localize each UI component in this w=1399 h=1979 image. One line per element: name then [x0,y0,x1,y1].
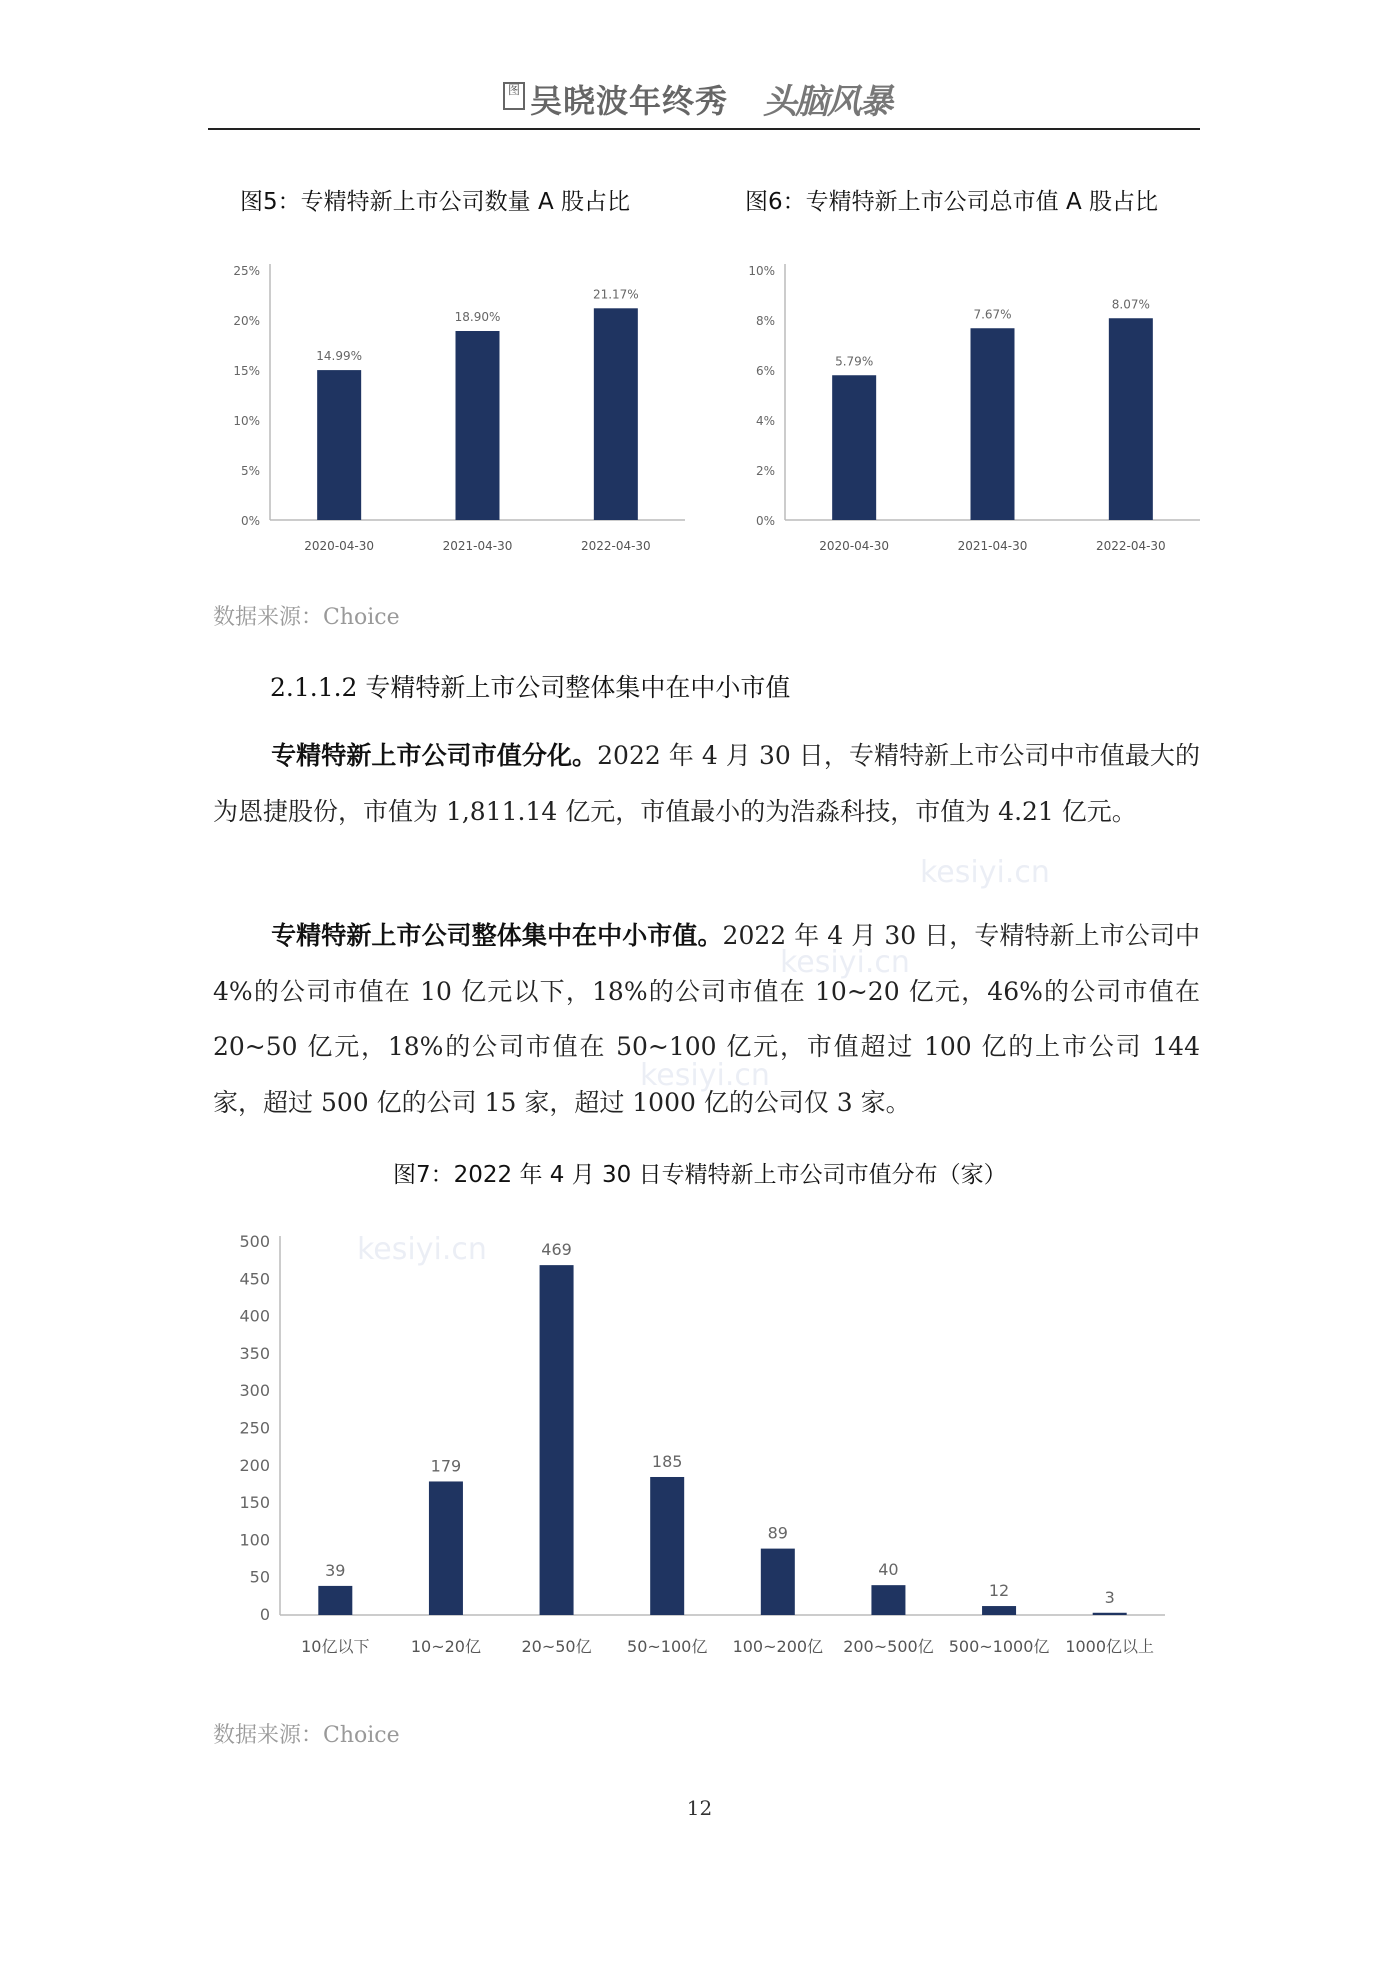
para1-text: 2022 年 4 月 30 日，专精特新上市公司中市值最大的为恩捷股份，市值为 1,811.14 亿元，市值最小的为浩淼科技，市值为 4.21 亿元。 [213,741,1200,826]
y-tick-label: 100 [239,1530,270,1550]
y-tick-label: 0% [240,514,260,528]
watermark: kesiyi.cn [640,1058,770,1093]
x-category-label: 2021-04-30 [957,539,1028,553]
data-label: 39 [325,1560,346,1580]
y-tick-label: 8% [755,314,775,328]
header-logo-icon: 图 [503,82,525,110]
fig7-chart [210,1230,1185,1670]
y-tick-label: 15% [233,364,260,378]
bar [1109,318,1153,520]
data-label: 18.90% [454,310,501,324]
data-source-2: 数据来源：Choice [213,1723,400,1748]
data-source-1: 数据来源：Choice [213,605,400,630]
y-tick-label: 0 [259,1605,270,1624]
data-label: 185 [651,1451,683,1471]
watermark: kesiyi.cn [920,855,1050,890]
y-tick-label: 300 [239,1381,270,1401]
x-category-label: 50~100亿 [627,1637,708,1656]
paragraph-market-cap-divergence [213,728,1200,839]
bar [540,1265,574,1615]
bar [650,1477,684,1615]
x-category-label: 10~20亿 [410,1637,482,1656]
fig5-title: 图5：专精特新上市公司数量 A 股占比 [240,189,630,215]
y-tick-label: 450 [239,1269,270,1289]
data-label: 89 [767,1523,788,1543]
x-category-label: 1000亿以上 [1065,1637,1155,1656]
data-label: 7.67% [973,307,1012,322]
bar [832,375,876,520]
y-tick-label: 10% [748,264,775,278]
y-tick-label: 10% [233,414,260,428]
x-category-label: 2021-04-30 [442,539,513,553]
bar [317,370,361,520]
y-tick-label: 500 [239,1232,270,1251]
para1-lead: 专精特新上市公司市值分化。 [271,741,598,770]
section-heading: 2.1.1.2 专精特新上市公司整体集中在中小市值 [270,673,791,702]
x-category-label: 2022-04-30 [580,539,651,553]
para2-text: 2022 年 4 月 30 日，专精特新上市公司中 4%的公司市值在 10 亿元以下，18%的公司市值在 10~20 亿元，46%的公司市值在 20~50 亿元，18%的公司市值在 50~100 亿元，市值超过 100 亿的上市公司 144 家，超过 500 亿的公司 15 家，超过 1000 亿的公司仅 3 家。 [213,921,1200,1117]
bar [429,1481,463,1615]
data-label: 21.17% [592,287,639,302]
bar [1093,1613,1127,1615]
x-category-label: 2022-04-30 [1095,539,1166,553]
data-label: 179 [430,1456,462,1476]
bar [456,331,500,520]
header-brand: 头脑风暴 [763,82,891,122]
bar [982,1606,1016,1615]
x-category-label: 20~50亿 [521,1637,592,1656]
y-tick-label: 150 [239,1493,270,1513]
fig6-title: 图6：专精特新上市公司总市值 A 股占比 [745,189,1158,215]
watermark: kesiyi.cn [780,945,910,980]
fig7-title: 图7：2022 年 4 月 30 日专精特新上市公司市值分布（家） [393,1162,1007,1188]
y-tick-label: 50 [249,1567,270,1587]
y-tick-label: 2% [755,464,775,478]
y-tick-label: 20% [233,314,260,328]
data-label: 5.79% [835,354,874,369]
y-tick-label: 4% [755,414,775,428]
data-label: 12 [988,1581,1010,1601]
x-category-label: 200~500亿 [843,1637,934,1656]
data-label: 14.99% [316,349,363,364]
data-label: 40 [878,1560,899,1580]
x-category-label: 2020-04-30 [304,539,375,553]
x-category-label: 100~200亿 [732,1637,824,1656]
x-category-label: 500~1000亿 [948,1637,1050,1656]
y-tick-label: 350 [239,1343,270,1363]
header-title: 吴晓波年终秀 [530,82,729,120]
page-number: 12 [686,1796,713,1820]
para2-lead: 专精特新上市公司整体集中在中小市值。 [271,921,723,950]
bar [318,1586,352,1615]
bar [594,308,638,520]
watermark: kesiyi.cn [357,1232,487,1267]
y-tick-label: 5% [240,464,260,478]
y-tick-label: 400 [239,1306,270,1326]
data-label: 3 [1104,1587,1115,1607]
y-tick-label: 250 [239,1418,270,1438]
y-tick-label: 0% [755,514,775,528]
x-category-label: 2020-04-30 [819,539,890,553]
data-label: 469 [541,1240,572,1260]
y-tick-label: 6% [755,364,775,378]
bar [761,1549,795,1615]
paragraph-small-mid-cap [213,908,1200,1130]
fig5-chart [210,255,690,565]
fig6-chart [725,255,1205,565]
x-category-label: 10亿以下 [301,1637,370,1656]
y-tick-label: 200 [239,1455,270,1475]
y-tick-label: 25% [233,264,260,278]
page-header [208,60,1200,130]
bar [871,1585,905,1615]
data-label: 8.07% [1111,297,1150,312]
bar [971,328,1015,520]
